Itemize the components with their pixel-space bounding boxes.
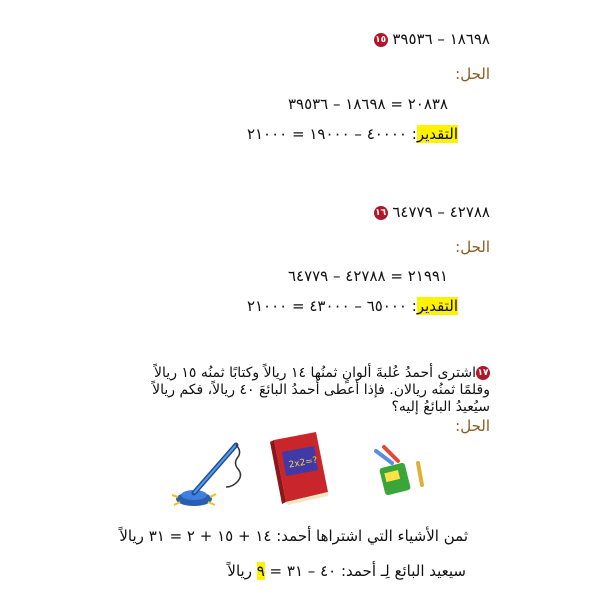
estimate-value: : ٦٥٠٠٠ – ٤٣٠٠٠ = ٢١٠٠٠: [246, 297, 417, 315]
svg-text:2x2=?: 2x2=?: [287, 455, 319, 471]
problem-number-badge: ١٦: [375, 207, 387, 218]
answer-change-prefix: سيعيد البائع لِـ أحمد: ٤٠ – ٣١ =: [264, 562, 466, 580]
solution-label: الحل:: [455, 238, 490, 256]
answer-value-highlight: ٩: [256, 562, 265, 580]
solution-label: الحل:: [455, 417, 490, 435]
estimate-label: التقدير: [416, 125, 458, 143]
problem-number-badge: ١٥: [375, 34, 387, 45]
answer-total-cost: ثمن الأشياء التي اشتراها أحمد: ١٤ + ١٥ + ٢ = ٣١ ريالاً: [119, 527, 468, 545]
problem-15-header: [374, 30, 490, 48]
exact-answer: ٢١٩٩١ = ٤٢٧٨٨ – ٦٤٧٧٩: [287, 267, 448, 285]
crayons-icon: [370, 443, 428, 499]
estimate-value: : ٤٠٠٠٠ – ١٩٠٠٠ = ٢١٠٠٠: [246, 125, 417, 143]
pen-icon: [168, 437, 248, 509]
estimate-line: [247, 125, 458, 143]
problem-text-line: اشترى أحمدُ عُلبةَ ألوانٍ ثمنُها ١٤ ريالاً وكتابًا ثمنُه ١٥ ريالاً: [154, 365, 476, 381]
answer-change-suffix: ريالاً: [227, 562, 257, 580]
problem-text-line: سيُعيدُ البائعُ إليه؟: [391, 399, 490, 415]
estimate-label: التقدير: [416, 297, 458, 315]
problem-17-text: [110, 365, 490, 416]
problem-expression: ٤٢٧٨٨ – ٦٤٧٧٩: [392, 203, 490, 221]
solution-label: الحل:: [455, 65, 490, 83]
book-icon: [268, 430, 332, 505]
problem-number-badge: ١٧: [477, 368, 489, 378]
problem-expression: ١٨٦٩٨ – ٣٩٥٣٦: [392, 30, 490, 48]
problem-text-line: وقلمًا ثمنُه ريالان. فإذا أعطى أحمدُ البائعَ ٤٠ ريالاً، فكم ريالاً: [152, 382, 490, 398]
estimate-line: [247, 297, 458, 315]
problem-16-header: [374, 203, 490, 221]
answer-change: [227, 562, 466, 580]
exact-answer: ٢٠٨٣٨ = ١٨٦٩٨ – ٣٩٥٣٦: [287, 95, 448, 113]
